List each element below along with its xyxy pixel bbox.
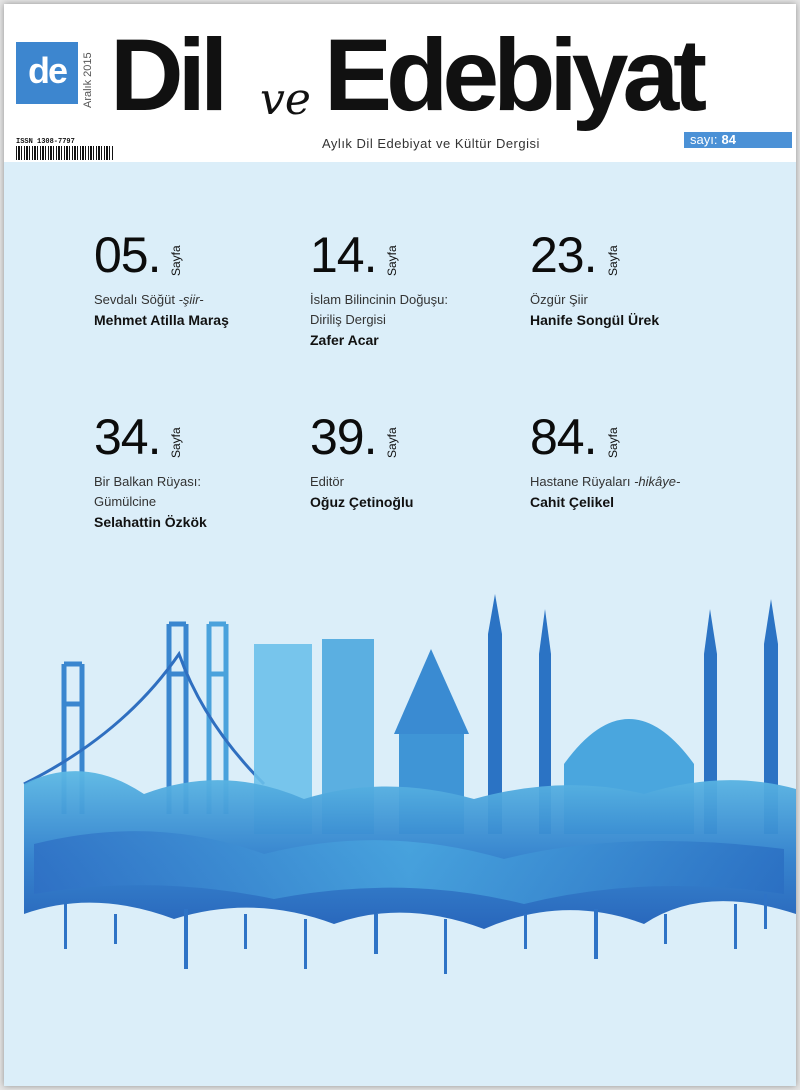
masthead [4, 4, 796, 162]
toc-sayfa-label: Sayfa [606, 245, 620, 276]
toc-author: Zafer Acar [310, 332, 379, 348]
title-ve: ve [260, 74, 311, 125]
barcode [16, 146, 114, 160]
toc-item[interactable] [310, 227, 510, 350]
toc-desc-text: Hastane Rüyaları [530, 474, 631, 489]
toc-page-number: 05. [94, 227, 161, 283]
issue-number: 84 [721, 132, 736, 147]
toc-page-number: 34. [94, 409, 161, 465]
title-edebiyat: Edebiyat [324, 18, 702, 132]
toc-desc-text-2: Diriliş Dergisi [310, 312, 386, 327]
toc-description [94, 290, 294, 310]
toc-author: Oğuz Çetinoğlu [310, 494, 414, 510]
toc-author: Cahit Çelikel [530, 494, 615, 510]
toc-sayfa-label: Sayfa [385, 245, 399, 276]
toc-sayfa-label: Sayfa [169, 245, 183, 276]
toc-page-number: 39. [310, 409, 377, 465]
magazine-subtitle: Aylık Dil Edebiyat ve Kültür Dergisi [322, 136, 540, 151]
toc-description [530, 290, 730, 310]
toc-description [94, 472, 294, 512]
issue-date: Aralık 2015 [82, 52, 94, 108]
toc-author: Mehmet Atilla Maraş [94, 312, 229, 328]
toc-desc-text: Bir Balkan Rüyası: [94, 474, 201, 489]
toc-sayfa-label: Sayfa [606, 427, 620, 458]
toc-item[interactable] [530, 409, 730, 512]
toc-item[interactable] [530, 227, 730, 330]
toc-desc-text: İslam Bilincinin Doğuşu: [310, 292, 449, 307]
title-dil: Dil [110, 18, 223, 132]
toc-author: Selahattin Özkök [94, 514, 207, 530]
toc-description [310, 472, 510, 492]
toc-desc-text: Editör [310, 474, 344, 489]
toc-desc-text: Sevdalı Söğüt [94, 292, 175, 307]
toc-sayfa-label: Sayfa [385, 427, 399, 458]
toc-desc-text-2: Gümülcine [94, 494, 157, 509]
toc-description [310, 290, 510, 330]
toc-item[interactable] [94, 409, 294, 532]
toc-desc-text: Özgür Şiir [530, 292, 588, 307]
toc-page-number: 14. [310, 227, 377, 283]
issue-label: sayı: [690, 132, 718, 147]
toc-page-number: 84. [530, 409, 597, 465]
issue-badge [684, 132, 792, 148]
toc-author: Hanife Songül Ürek [530, 312, 660, 328]
toc-desc-tag: -şiir- [178, 292, 204, 307]
istanbul-skyline-illustration [4, 584, 796, 1004]
toc-item[interactable] [310, 409, 510, 512]
toc-desc-tag: -hikâye- [634, 474, 681, 489]
toc-page-number: 23. [530, 227, 597, 283]
toc-sayfa-label: Sayfa [169, 427, 183, 458]
logo: de [16, 42, 78, 104]
magazine-cover [4, 4, 796, 1086]
issn-label: ISSN 1308-7797 [16, 138, 75, 146]
toc-item[interactable] [94, 227, 294, 330]
toc-description [530, 472, 730, 492]
